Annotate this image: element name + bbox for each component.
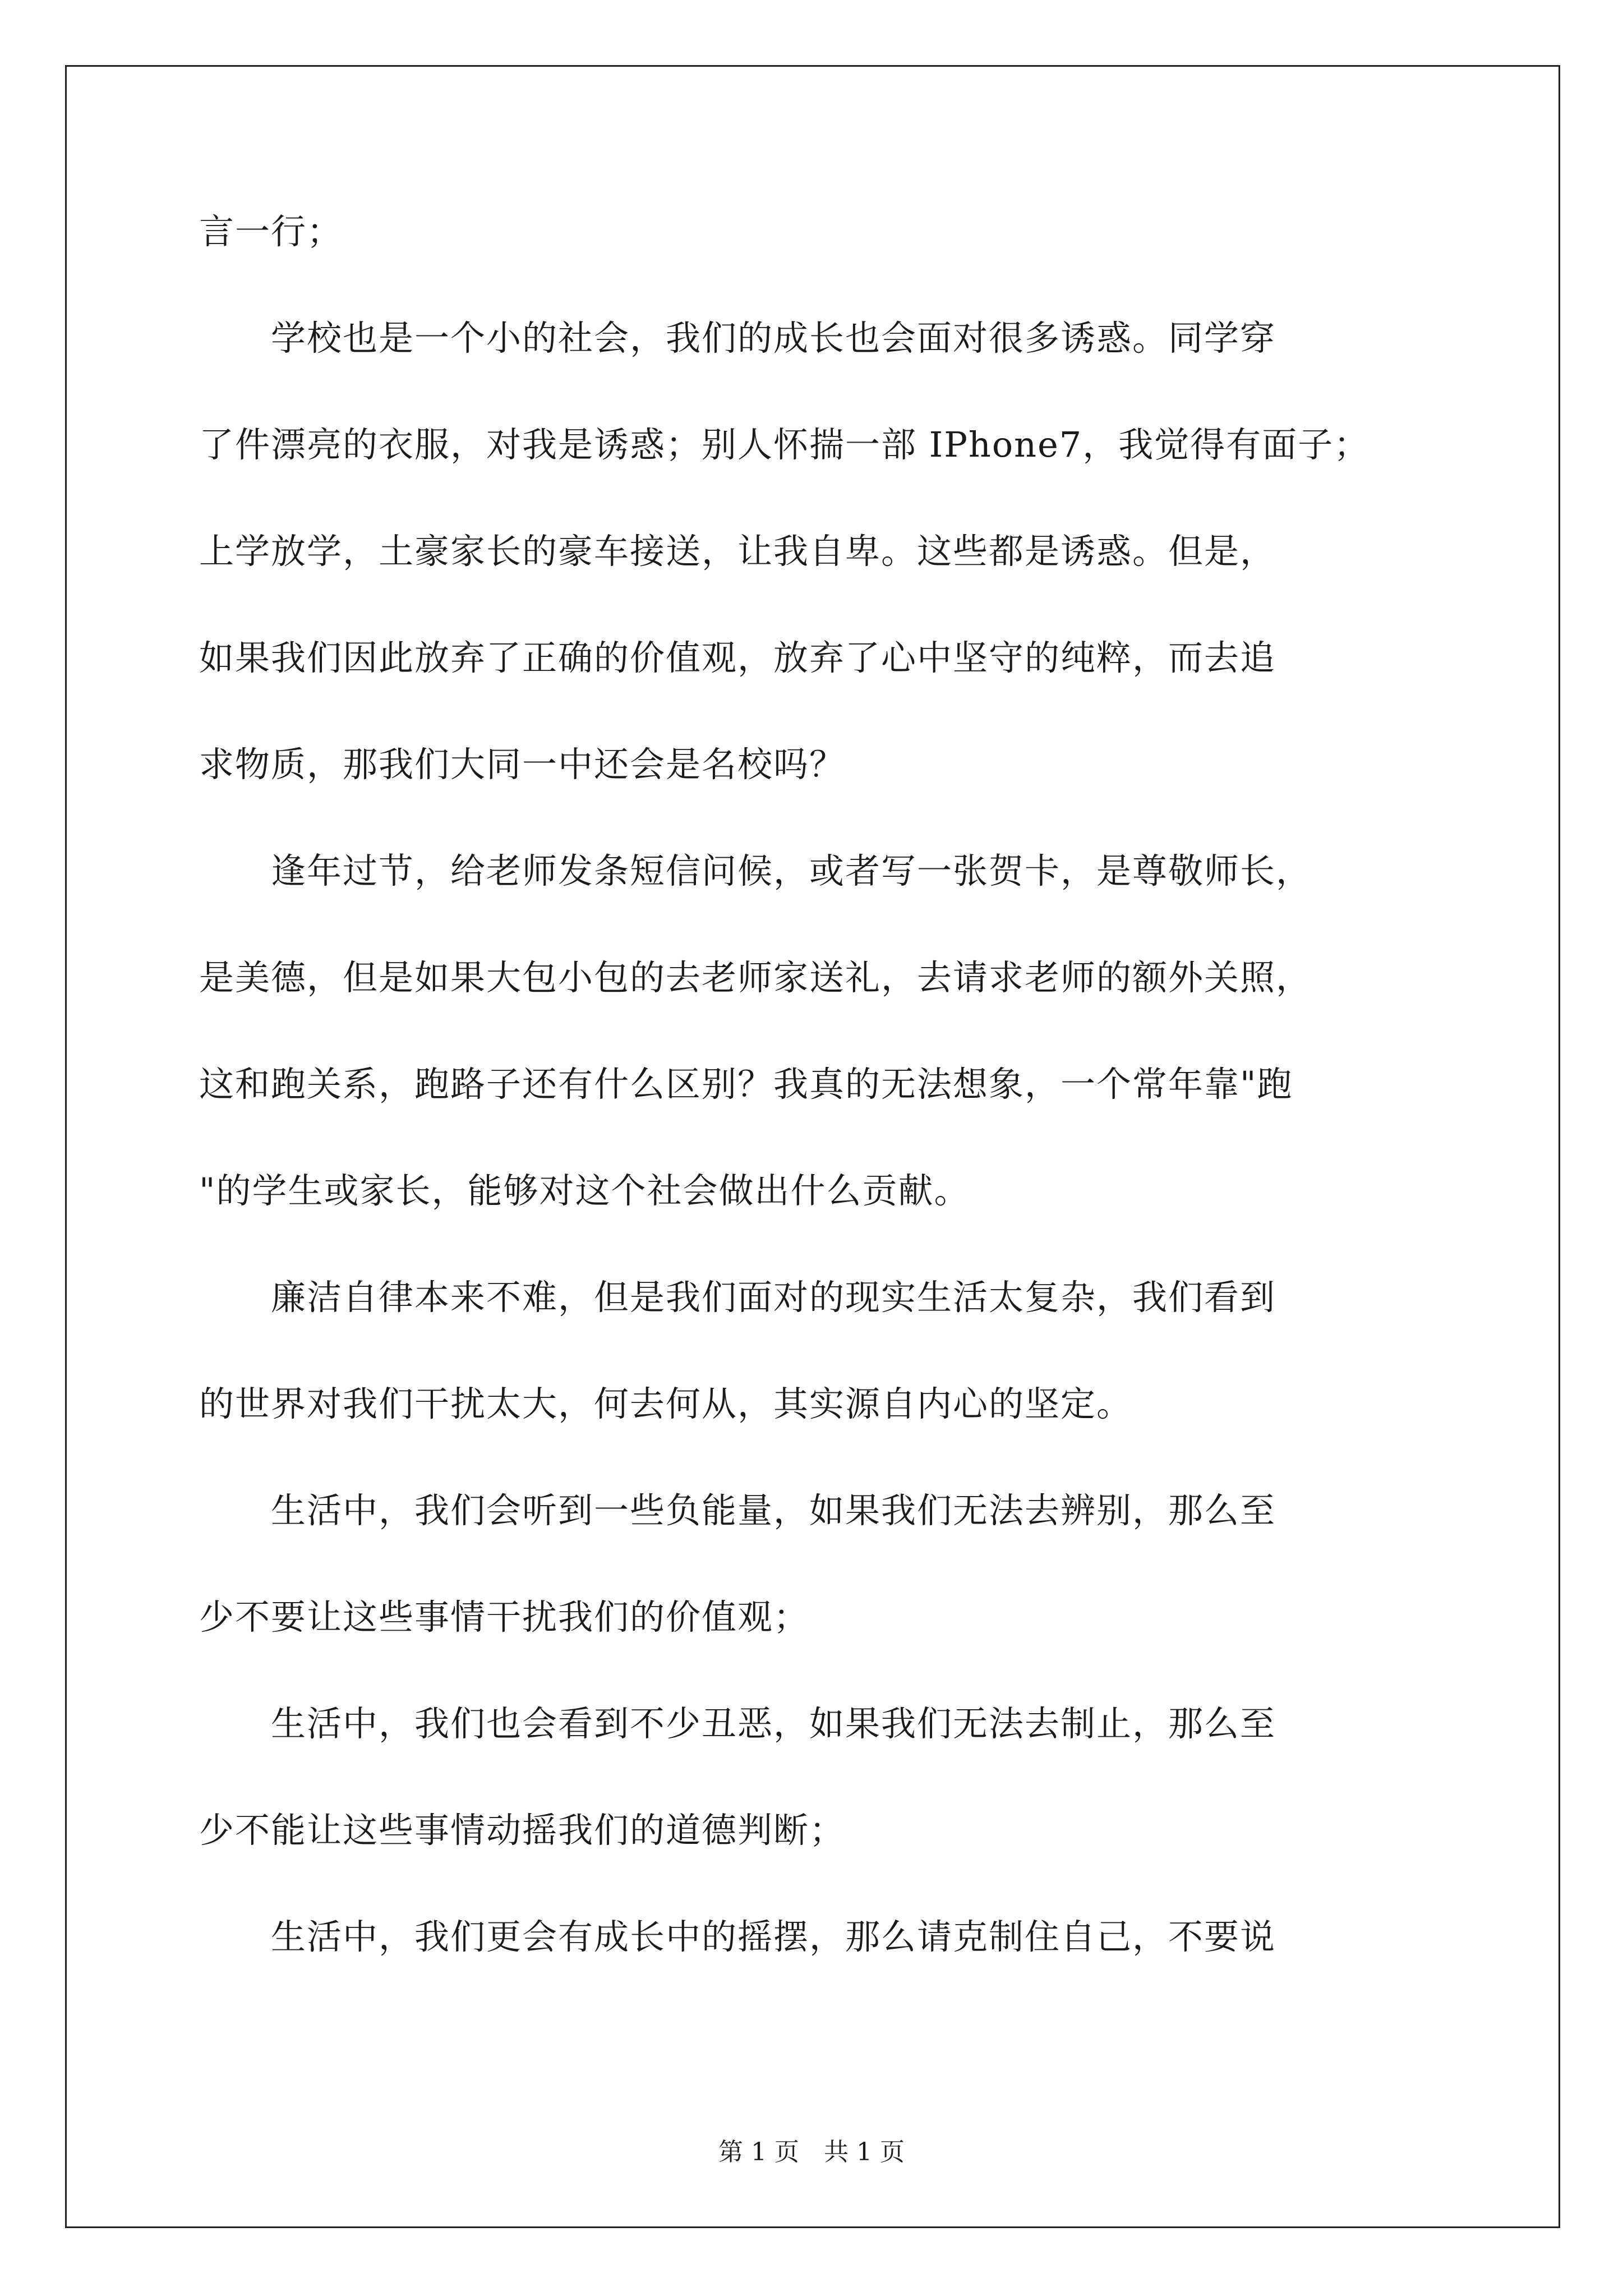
text-line: 少不能让这些事情动摇我们的道德判断； [199, 1810, 846, 1851]
text-line: 生活中，我们也会看到不少丑恶，如果我们无法去制止，那么至 [199, 1703, 1276, 1744]
text-line: 少不要让这些事情干扰我们的价值观； [199, 1596, 810, 1637]
text-line: 生活中，我们更会有成长中的摇摆，那么请克制住自己，不要说 [199, 1916, 1276, 1957]
text-line: 是美德，但是如果大包小包的去老师家送礼，去请求老师的额外关照， [199, 957, 1312, 998]
page-footer: 第 1 页 共 1 页 [718, 2138, 905, 2166]
text-line: 廉洁自律本来不难，但是我们面对的现实生活太复杂，我们看到 [199, 1277, 1276, 1318]
text-line: 求物质，那我们大同一中还会是名校吗？ [199, 744, 846, 785]
text-line: 逢年过节，给老师发条短信问候，或者写一张贺卡，是尊敬师长， [199, 850, 1312, 891]
text-line: 这和跑关系，跑路子还有什么区别？我真的无法想象，一个常年靠"跑 [199, 1064, 1293, 1105]
text-line: 了件漂亮的衣服，对我是诱惑；别人怀揣一部 IPhone7，我觉得有面子； [199, 424, 1370, 465]
page-border [65, 65, 1560, 2228]
text-line: "的学生或家长，能够对这个社会做出什么贡献。 [199, 1170, 970, 1211]
text-line: 言一行； [199, 211, 343, 252]
text-line: 生活中，我们会听到一些负能量，如果我们无法去辨别，那么至 [199, 1490, 1276, 1531]
text-line: 如果我们因此放弃了正确的价值观，放弃了心中坚守的纯粹，而去追 [199, 637, 1276, 678]
text-line: 学校也是一个小的社会，我们的成长也会面对很多诱惑。同学穿 [199, 318, 1276, 358]
text-line: 的世界对我们干扰太大，何去何从，其实源自内心的坚定。 [199, 1383, 1133, 1424]
text-line: 上学放学，土豪家长的豪车接送，让我自卑。这些都是诱惑。但是， [199, 531, 1276, 572]
